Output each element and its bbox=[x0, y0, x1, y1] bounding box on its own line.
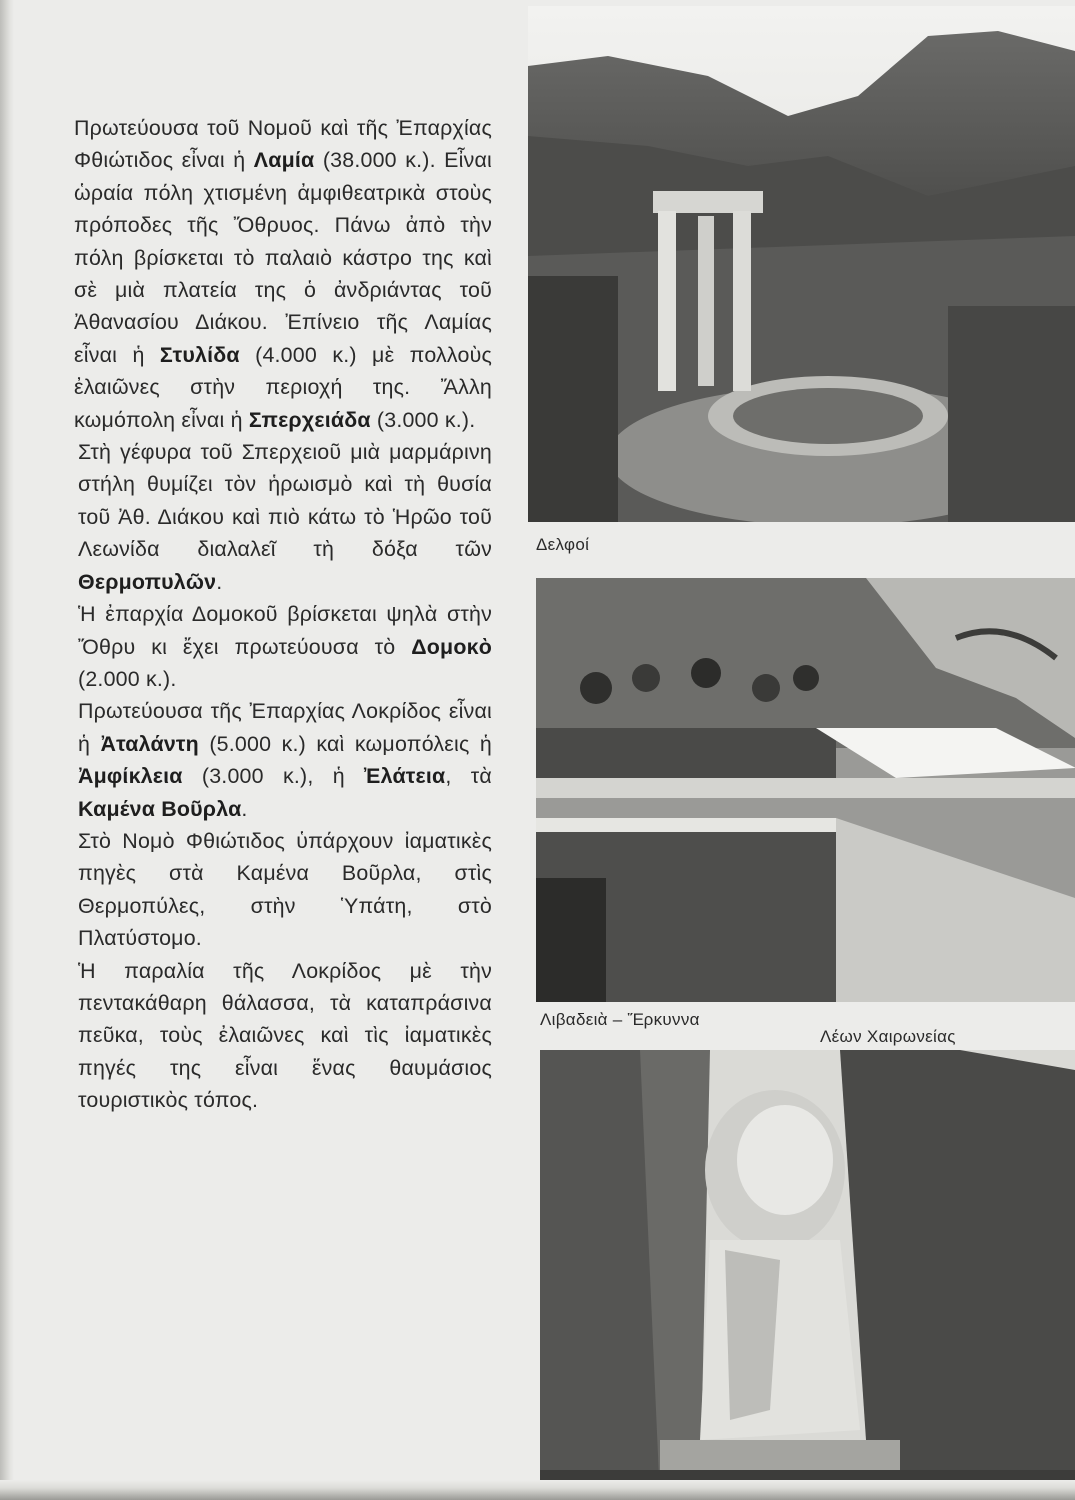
place-name-elateia: Ἐλάτεια bbox=[364, 764, 446, 789]
place-name-domokos: Δομοκὸ bbox=[411, 634, 492, 659]
text-segment: (3.000 κ.). bbox=[370, 407, 476, 432]
place-name-thermopylae: Θερμοπυλῶν bbox=[78, 569, 217, 594]
text-segment: Ἡ παραλία τῆς Λοκρίδος μὲ τὴν πεντακάθαρη θάλασσα, τὰ καταπράσινα πεῦκα, τοὺς ἐλαιῶνες καὶ τὶς ἰαματικὲς πηγές της εἶναι ἕνας θαυμάσιος τουριστικὸς τόπος. bbox=[78, 958, 492, 1113]
paragraph-spercheios-bridge bbox=[74, 436, 492, 598]
place-name-spercheiada: Σπερχειάδα bbox=[248, 407, 371, 432]
text-segment: . bbox=[216, 569, 223, 594]
text-segment: (38.000 κ.). Εἶναι ὡραία πόλη χτισμένη ἀμφιθεατρικὰ στοὺς πρόποδες τῆς Ὄθρυος. Πάνω ἀπὸ τὴν πόλη βρίσκεται τὸ παλαιὸ κάστρο της καὶ σὲ μιὰ πλατεία της ὁ ἀνδριάντας τοῦ Ἀθανασίου Διάκου. Ἐπίνειο τῆς Λαμίας εἶναι ἡ bbox=[74, 148, 492, 367]
text-segment: , τὰ bbox=[445, 764, 492, 789]
place-name-amfikleia: Ἀμφίκλεια bbox=[78, 764, 183, 789]
paragraph-domokos bbox=[74, 598, 492, 695]
text-segment: Ἡ ἐπαρχία Δομοκοῦ βρίσκεται ψηλὰ στὴν Ὄθρυ κι ἔχει πρωτεύουσα τὸ bbox=[78, 602, 492, 659]
place-name-kamena-vourla: Καμένα Βοῦρλα bbox=[78, 796, 242, 821]
place-name-stylida: Στυλίδα bbox=[159, 342, 240, 367]
text-segment: Στὸ Νομὸ Φθιώτιδος ὑπάρχουν ἰαματικὲς πηγὲς στὰ Καμένα Βοῦρλα, στὶς Θερμοπύλες, στὴν Ὑπάτη, στὸ Πλατύστομο. bbox=[78, 828, 492, 951]
caption-livadeia: Λιβαδειὰ – Ἕρκυννα bbox=[540, 1010, 700, 1029]
text-segment: (2.000 κ.). bbox=[78, 666, 177, 691]
paragraph-lokris bbox=[74, 695, 492, 825]
photo-delphi-tholos bbox=[528, 6, 1075, 522]
photo-lion-chaeronea bbox=[540, 1050, 1075, 1500]
caption-delphi: Δελφοί bbox=[536, 535, 590, 554]
caption-lion: Λέων Χαιρωνείας bbox=[820, 1027, 956, 1046]
text-segment: Πρωτεύουσα τοῦ Νομοῦ καὶ τῆς Ἐπαρχίας Φθιώτιδος εἶναι ἡ bbox=[74, 116, 492, 173]
text-segment: Στὴ γέφυρα τοῦ Σπερχειοῦ μιὰ μαρμάρινη στήλη θυμίζει τὸν ἡρωισμὸ καὶ τὴ θυσία τοῦ Ἀθ. Διάκου καὶ πιὸ κάτω τὸ Ἡρῶο τοῦ Λεωνίδα διαλαλεῖ τὴ δόξα τῶν bbox=[78, 440, 492, 562]
page-binding-shadow bbox=[0, 0, 14, 1500]
article-text bbox=[74, 112, 492, 1117]
paragraph-lamia bbox=[74, 112, 492, 436]
paragraph-springs bbox=[74, 825, 492, 955]
text-segment: (3.000 κ.), ἡ bbox=[182, 764, 365, 789]
place-name-lamia: Λαμία bbox=[253, 148, 315, 173]
photo-delphi-illustration bbox=[528, 6, 1075, 522]
photo-livadeia-erkyna bbox=[536, 578, 1075, 1002]
text-segment: . bbox=[241, 796, 248, 821]
text-segment: (4.000 κ.) μὲ πολλοὺς ἐλαιῶνες στὴν περιοχή της. Ἄλλη κωμόπολη εἶναι ἡ bbox=[74, 342, 492, 432]
text-segment: Πρωτεύουσα τῆς Ἐπαρχίας Λοκρίδος εἶναι ἡ bbox=[78, 699, 492, 756]
page-bottom-shadow bbox=[0, 1480, 1075, 1500]
photo-lion-illustration bbox=[540, 1050, 1075, 1500]
text-segment: (5.000 κ.) καὶ κωμοπόλεις ἡ bbox=[198, 731, 492, 756]
paragraph-lokris-coast bbox=[74, 955, 492, 1117]
photo-livadeia-illustration bbox=[536, 578, 1075, 1002]
place-name-atalanti: Ἀταλάντη bbox=[100, 731, 199, 756]
